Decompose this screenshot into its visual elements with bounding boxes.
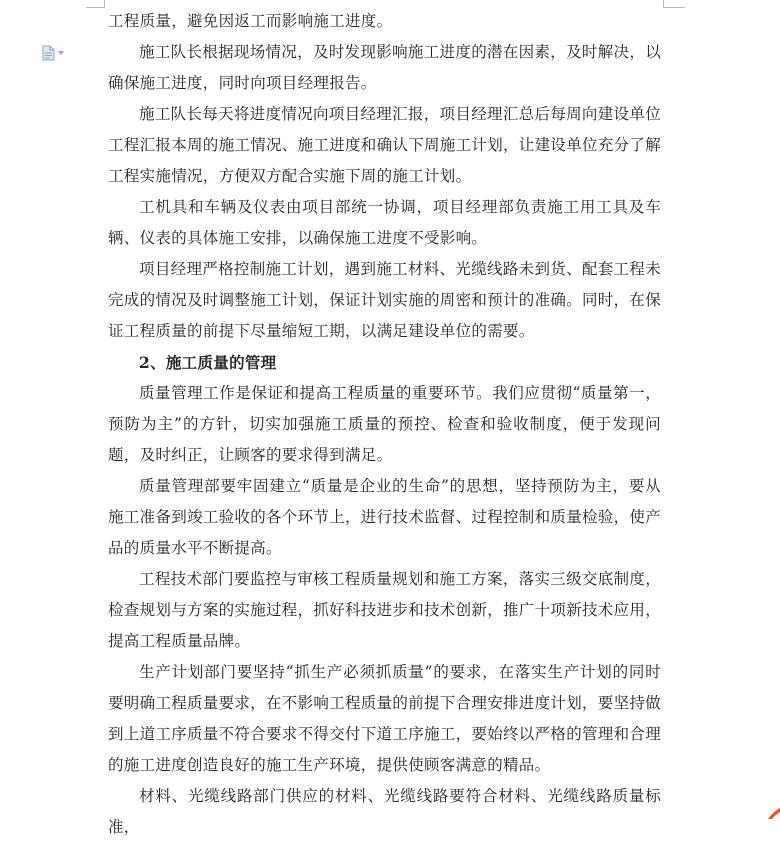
paragraph-3: 工机具和车辆及仪表由项目部统一协调，项目经理部负责施工用工具及车辆、仪表的具体施工安排，以确保施工进度不受影响。 — [108, 198, 661, 247]
chevron-down-icon — [58, 51, 64, 55]
paragraph-5: 质量管理工作是保证和提高工程质量的重要环节。我们应贯彻“质量第一，预防为主”的方针，切实加强施工质量的预控、检查和验收制度，便于发现问题，及时纠正，让顾客的要求得到满足。 — [108, 384, 661, 464]
paragraph-9: 材料、光缆线路部门供应的材料、光缆线路要符合材料、光缆线路质量标准， — [108, 787, 661, 836]
paragraph-6: 质量管理部要牢固建立“质量是企业的生命”的思想，坚持预防为主，要从施工准备到竣工验收的各个环节上，进行技术监督、过程控制和质量检验，使产品的质量水平不断提高。 — [108, 477, 662, 557]
paragraph-4: 项目经理严格控制施工计划，遇到施工材料、光缆线路未到货、配套工程未完成的情况及时调整施工计划，保证计划实施的周密和预计的准确。同时，在保证工程质量的前提下尽量缩短工期，以满足建设单位的需要。 — [108, 260, 662, 340]
paragraph-2: 施工队长每天将进度情况向项目经理汇报，项目经理汇总后每周向建设单位工程汇报本周的施工情况、施工进度和确认下周施工计划，让建设单位充分了解工程实施情况，方便双方配合实施下周的施工计划。 — [108, 105, 662, 185]
paragraph-8: 生产计划部门要坚持“抓生产必须抓质量”的要求，在落实生产计划的同时要明确工程质量要求，在不影响工程质量的前提下合理安排进度计划，要坚持做到上道工序质量不符合要求不得交付下道工序施工，要始终以严格的管理和合理的施工进度创造良好的施工生产环境，提供使顾客满意的精品。 — [108, 663, 662, 774]
document-options-icon[interactable] — [42, 45, 64, 61]
corner-accent-icon — [764, 803, 780, 819]
document-page — [108, 6, 661, 843]
section-heading: 2、施工质量的管理 — [139, 353, 277, 372]
margin-corner-mark-left-vertical — [104, 0, 105, 8]
margin-corner-mark-right — [663, 7, 685, 8]
document-icon — [42, 45, 55, 61]
paragraph-1: 施工队长根据现场情况，及时发现影响施工进度的潜在因素，及时解决，以确保施工进度，同时向项目经理报告。 — [108, 43, 661, 92]
margin-corner-mark-right-vertical — [663, 0, 664, 8]
paragraph-0: 工程质量，避免因返工而影响施工进度。 — [108, 12, 393, 30]
paragraph-7: 工程技术部门要监控与审核工程质量规划和施工方案，落实三级交底制度，检查规划与方案的实施过程，抓好科技进步和技术创新，推广十项新技术应用，提高工程质量品牌。 — [108, 570, 662, 650]
margin-corner-mark-left — [86, 7, 104, 8]
